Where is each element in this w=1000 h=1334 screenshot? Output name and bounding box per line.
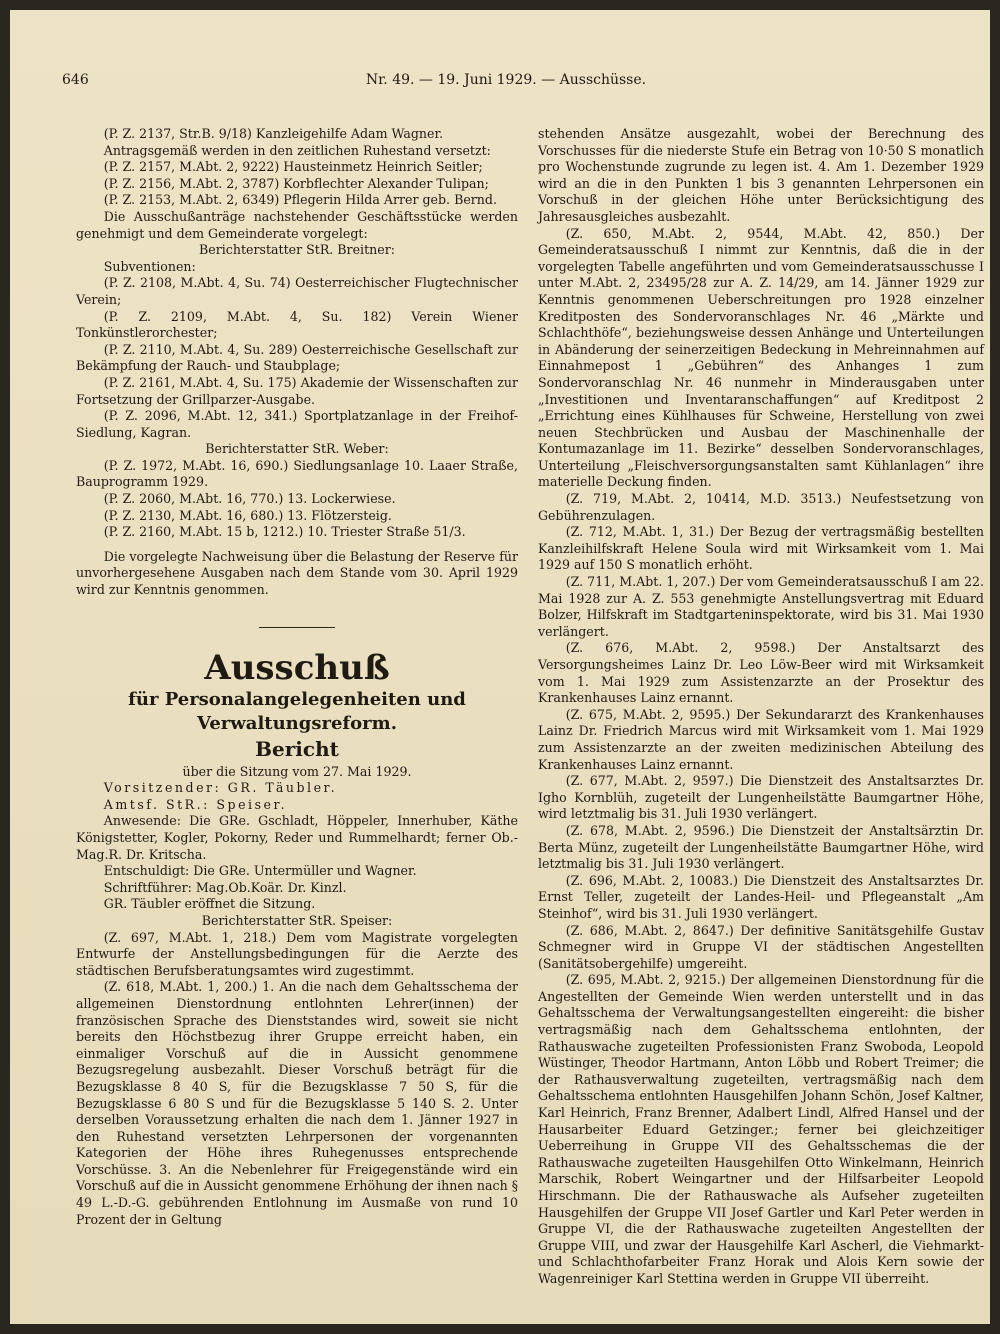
spacer	[76, 541, 518, 549]
excused: Entschuldigt: Die GRe. Untermüller und Wagner.	[103, 863, 417, 879]
paragraph: (P. Z. 2130, M.Abt. 16, 680.) 13. Flötzersteig.	[103, 507, 392, 523]
paragraph: Die vorgelegte Nachweisung über die Belastung der Reserve für unvorhergesehene Ausgaben nach dem Stande vom 30. April 1929 wird zur Kenntnis genommen.	[76, 548, 518, 598]
paragraph: (Z. 618, M.Abt. 1, 200.) 1. An die nach dem Gehaltsschema der allgemeinen Dienstordnung entlohnten Lehrer(innen) der französischen Sprache des Dienststandes wird, soweit sie nicht bereits den Höchstbezug ihrer Gruppe erreicht haben, ein einmaliger Vorschuß auf die in Aussicht genommene Bezugsregelung ausbezahlt. Dieser Vorschuß beträgt für die Bezugsklasse 8 40 S, für die Bezugsklasse 7 50 S, für die Bezugsklasse 6 80 S und für die Bezugsklasse 5 140 S. 2. Unter derselben Voraussetzung erhalten die nach dem 1. Jänner 1927 in den Ruhestand versetzten Lehrpersonen der vorgenannten Kategorien der Höhe ihres Ruhegenusses entsprechende Vorschüsse. 3. An die Nebenlehrer für Freigegenstände wird ein Vorschuß auf die in Aussicht genommene Erhöhung der ihnen nach § 49 L.-D.-G. gebührenden Entlohnung im Ausmaße von rund 10 Prozent der in Geltung	[76, 979, 518, 1227]
paragraph: Die Ausschußanträge nachstehender Geschäftsstücke werden genehmigt und dem Gemeinderate vorgelegt:	[76, 208, 518, 241]
section-divider	[259, 627, 335, 628]
paragraph: (Z. 676, M.Abt. 2, 9598.) Der Anstaltsarzt des Versorgungsheimes Lainz Dr. Leo Löw-Beer wird mit Wirksamkeit vom 1. Mai 1929 zum Assistenzarzte an der Prosektur des Krankenhauses Lainz ernannt.	[538, 640, 984, 706]
paragraph: (P. Z. 2157, M.Abt. 2, 9222) Hausteinmetz Heinrich Seitler;	[103, 159, 483, 175]
rapporteur-heading: Berichterstatter StR. Weber:	[205, 441, 389, 457]
page-header	[62, 72, 950, 96]
paragraph: (Z. 686, M.Abt. 2, 8647.) Der definitive Sanitätsgehilfe Gustav Schmegner wird in Gruppe VI der städtischen Angestellten (Sanitätsobergehilfe) umgereiht.	[538, 922, 984, 971]
paragraph: (P. Z. 2108, M.Abt. 4, Su. 74) Oesterreichischer Flugtechnischer Verein;	[76, 275, 518, 307]
paragraph: (P. Z. 1972, M.Abt. 16, 690.) Siedlungsanlage 10. Laaer Straße, Bauprogramm 1929.	[76, 457, 518, 490]
paragraph: (P. Z. 2137, Str.B. 9/18) Kanzleigehilfe Adam Wagner.	[103, 126, 444, 141]
paragraph: (Z. 712, M.Abt. 1, 31.) Der Bezug der vertragsmäßig bestellten Kanzleihilfskraft Helene Soula wird mit Wirksamkeit vom 1. Mai 1929 auf 150 S monatlich erhöht.	[538, 524, 984, 573]
section-title: Ausschuß	[204, 647, 390, 688]
running-title: Nr. 49. — 19. Juni 1929. — Ausschüsse.	[365, 72, 647, 88]
paragraph: stehenden Ansätze ausgezahlt, wobei der Berechnung des Vorschusses für die niederste Stufe ein Betrag von 10·50 S monatlich pro Wochenstunde zugrunde zu legen ist. 4. Am 1. Dezember 1929 wird an die in den Punkten 1 bis 3 genannten Lehrpersonen ein Vorschuß in der gleichen Höhe unter Berücksichtigung des Jahresausgleiches ausbezahlt.	[538, 126, 984, 224]
paragraph: (Z. 711, M.Abt. 1, 207.) Der vom Gemeinderatsausschuß I am 22. Mai 1928 zur A. Z. 553 genehmigte Anstellungsvertrag mit Eduard Bolzer, Hilfskraft im Stadtgarteninspektorate, wird bis 31. Mai 1930 verlängert.	[538, 574, 984, 639]
paragraph: (Z. 697, M.Abt. 1, 218.) Dem vom Magistrate vorgelegten Entwurfe der Anstellungsbedingungen für die Aerzte des städtischen Berufsberatungsamtes wird zugestimmt.	[76, 929, 518, 978]
paragraph: Antragsgemäß werden in den zeitlichen Ruhestand versetzt:	[103, 142, 491, 158]
paragraph: (P. Z. 2109, M.Abt. 4, Su. 182) Verein Wiener Tonkünstlerorchester;	[76, 308, 518, 341]
right-column	[538, 126, 984, 1288]
rapporteur-heading: Berichterstatter StR. Breitner:	[199, 242, 395, 258]
paragraph: (Z. 678, M.Abt. 2, 9596.) Die Dienstzeit der Anstaltsärztin Dr. Berta Münz, zugeteilt der Lungenheilstätte Baumgartner Höhe, wird letztmalig bis 31. Juli 1930 verlängert.	[538, 822, 984, 872]
secretary: Schriftführer: Mag.Ob.Koär. Dr. Kinzl.	[103, 879, 347, 895]
councillor: Amtsf. StR.: Speiser.	[103, 796, 288, 812]
page-number: 646	[62, 72, 89, 88]
attendees: Anwesende: Die GRe. Gschladt, Höppeler, Innerhuber, Käthe Königstetter, Kogler, Pokorny, Reder und Rummelhardt; ferner Ob.-Mag.R. Dr. Kritscha.	[76, 813, 518, 862]
paragraph: (P. Z. 2153, M.Abt. 2, 6349) Pflegerin Hilda Arrer geb. Bernd.	[103, 192, 497, 208]
paragraph: (Z. 677, M.Abt. 2, 9597.) Die Dienstzeit des Anstaltsarztes Dr. Igho Kornblüh, zugeteilt der Lungenheilstätte Baumgartner Höhe, wird letztmalig bis 31. Juli 1930 verlängert.	[538, 773, 984, 822]
section-subtitle: für Personalangelegenheiten und Verwaltungsreform.	[128, 688, 466, 734]
paragraph: (P. Z. 2096, M.Abt. 12, 341.) Sportplatzanlage in der Freihof-Siedlung, Kagran.	[76, 408, 518, 440]
paragraph: GR. Täubler eröffnet die Sitzung.	[103, 896, 316, 912]
paragraph: (Z. 719, M.Abt. 2, 10414, M.D. 3513.) Neufestsetzung von Gebührenzulagen.	[538, 491, 984, 523]
paragraph: (Z. 675, M.Abt. 2, 9595.) Der Sekundararzt des Krankenhauses Lainz Dr. Friedrich Marcus wird mit Wirksamkeit vom 1. Mai 1929 zum Assistenzarzte an der zweiten medizinischen Abteilung des Krankenhauses Lainz ernannt.	[538, 706, 984, 772]
paragraph: (P. Z. 2161, M.Abt. 4, Su. 175) Akademie der Wissenschaften zur Fortsetzung der Grillparzer-Ausgabe.	[76, 374, 518, 407]
rapporteur-heading: Berichterstatter StR. Speiser:	[201, 912, 393, 928]
session-date: über die Sitzung vom 27. Mai 1929.	[182, 763, 412, 779]
paragraph: (Z. 696, M.Abt. 2, 10083.) Die Dienstzeit des Anstaltsarztes Dr. Ernst Teller, zugeteilt der Landes-Heil- und Pflegeanstalt „Am Steinhof“, wird bis 31. Juli 1930 verlängert.	[538, 872, 984, 921]
paragraph: (Z. 695, M.Abt. 2, 9215.) Der allgemeinen Dienstordnung für die Angestellten der Gemeinde Wien werden unterstellt und in das Gehaltsschema der Verwaltungsangestellten eingereiht: die bisher vertragsmäßig nach dem Gehaltsschema entlohnten, der Rathauswache zugeteilten Professionisten Franz Swoboda, Leopold Wüstinger, Theodor Hartmann, Anton Löbb und Robert Treimer; die der Rathausverwaltung zugeteilten, vertragsmäßig nach dem Gehaltsschema entlohnten Hausgehilfen Johann Schön, Josef Kaltner, Karl Heinrich, Franz Brenner, Adalbert Lindl, Alfred Hansel und der Hausarbeiter Eduard Getzinger.; ferner bei gleichzeitiger Ueberreihung in Gruppe VII des Gehaltsschemas die der Rathauswache zugeteilten Hausgehilfen Otto Winkelmann, Heinrich Marschik, Robert Weingartner und der Hilfsarbeiter Leopold Hirschmann. Die der Rathauswache als Aufseher zugeteilten Hausgehilfen der Gruppe VII Josef Gartler und Karl Peter werden in Gruppe VI, die der Rathauswache zugeteilten Angestellten der Gruppe VIII, und zwar der Hausgehilfe Karl Ascherl, die Viehmarkt- und Schlachthofarbeiter Franz Horak und Alois Kern sowie der Wagenreiniger Karl Stettina werden in Gruppe VII überreiht.	[538, 972, 984, 1286]
chairman: Vorsitzender: GR. Täubler.	[103, 780, 338, 796]
left-column	[76, 126, 518, 1228]
paragraph: Subventionen:	[103, 258, 196, 274]
paragraph: (Z. 650, M.Abt. 2, 9544, M.Abt. 42, 850.) Der Gemeinderatsausschuß I nimmt zur Kenntnis, daß die in der vorgelegten Tabelle angeführten und vom Gemeinderatsausschusse I unter M.Abt. 2, 23495/28 zur A. Z. 14/29, am 14. Jänner 1929 zur Kenntnis genommenen Ueberschreitungen pro 1928 einzelner Kreditposten des Sondervoranschlages Nr. 46 „Märkte und Schlachthöfe“, beziehungsweise dessen Anhänge und Unterteilungen in Abänderung der seinerzeitigen Bedeckung in Mehreinnahmen auf Einnahmepost 1 „Gebühren“ des Anhanges 1 zum Sondervoranschlag Nr. 46 nunmehr in Minderausgaben unter „Investitionen und Inventaranschaffungen“ auf Kreditpost 2 „Errichtung eines Kühlhauses für Schweine, Herstellung von zwei neuen Stechbrücken und Ausbau der Maschinenhalle der Kontumazanlage im 11. Bezirke“ desselben Sondervoranschlages, Unterteilung „Fleischversorgungsanstalten samt Kühlanlagen“ ihre materielle Deckung finden.	[538, 225, 984, 490]
paragraph: (P. Z. 2156, M.Abt. 2, 3787) Korbflechter Alexander Tulipan;	[103, 175, 489, 191]
report-heading: Bericht	[255, 736, 339, 761]
paragraph: (P. Z. 2060, M.Abt. 16, 770.) 13. Lockerwiese.	[103, 491, 396, 507]
paragraph: (P. Z. 2110, M.Abt. 4, Su. 289) Oesterreichische Gesellschaft zur Bekämpfung der Rauch- und Staubplage;	[76, 341, 518, 374]
paragraph: (P. Z. 2160, M.Abt. 15 b, 1212.) 10. Triester Straße 51/3.	[103, 524, 466, 540]
